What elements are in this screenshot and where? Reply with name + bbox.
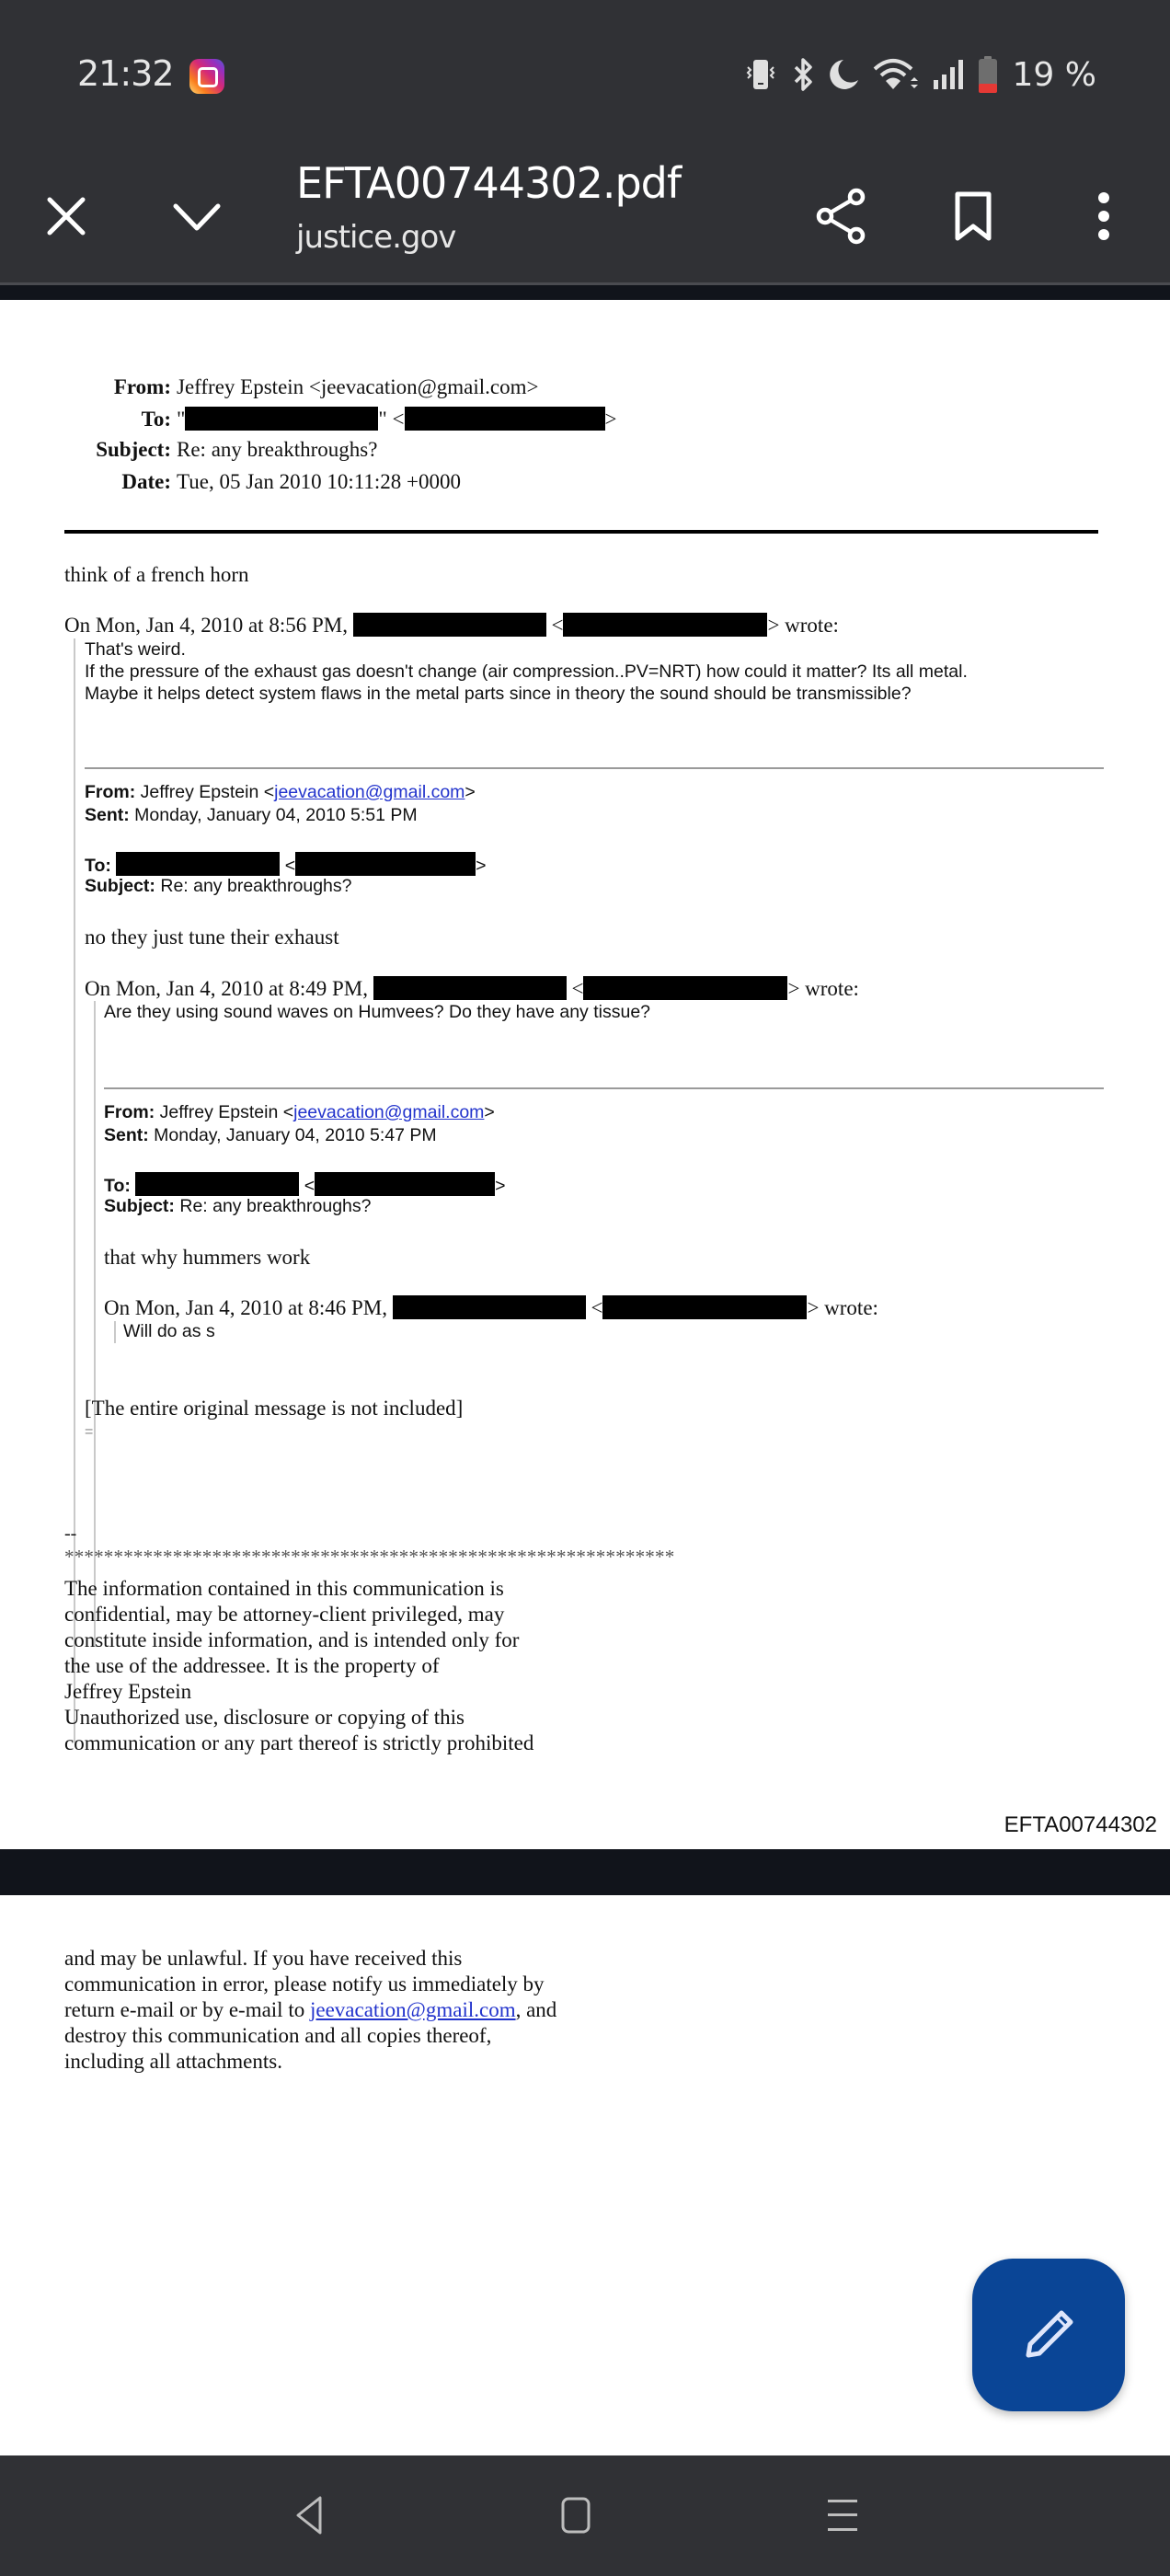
redaction-block <box>185 407 378 431</box>
quote-intro-3: On Mon, Jan 4, 2010 at 8:46 PM, < > wrote: <box>104 1296 878 1319</box>
home-square-icon <box>557 2494 594 2536</box>
forward1-to: To: < > <box>85 852 487 877</box>
not-included-note: [The entire original message is not included] <box>85 1397 464 1420</box>
signal-icon <box>932 56 965 93</box>
redaction-block <box>315 1172 495 1196</box>
disclaimer-line: including all attachments. <box>64 2050 282 2073</box>
page-gap <box>0 285 1170 300</box>
redaction-block <box>135 1172 299 1196</box>
chevron-down-icon <box>172 201 222 232</box>
redaction-block <box>353 613 546 637</box>
back-triangle-icon <box>291 2494 327 2536</box>
status-time: 21:32 <box>77 53 174 94</box>
recents-lines-icon <box>824 2494 861 2536</box>
close-icon <box>46 196 86 236</box>
page-gap <box>0 1849 1170 1895</box>
wifi-icon <box>873 56 919 93</box>
status-bar <box>0 0 1170 147</box>
page-number: EFTA00744302 <box>1004 1812 1157 1837</box>
disclaimer-line: and may be unlawful. If you have received this <box>64 1947 463 1970</box>
quote-line: If the pressure of the exhaust gas doesn't change (air compression..PV=NRT) how could it matter? Its all metal. <box>85 661 968 682</box>
app-bar <box>0 147 1170 285</box>
forward1-from: From: Jeffrey Epstein <jeevacation@gmail.com> <box>85 782 476 802</box>
nav-recents-button[interactable] <box>797 2483 889 2547</box>
quote-bar-3 <box>114 1321 116 1343</box>
email-link[interactable]: jeevacation@gmail.com <box>309 1998 516 2021</box>
forward1-subject: Subject: Re: any breakthroughs? <box>85 876 352 896</box>
forward1-body: no they just tune their exhaust <box>85 926 339 949</box>
header-divider <box>64 530 1098 534</box>
disclaimer-line: destroy this communication and all copies thereof, <box>64 2024 492 2047</box>
forward2-body: that why hummers work <box>104 1246 311 1269</box>
instagram-icon <box>189 59 224 94</box>
disclaimer-line: communication or any part thereof is strictly prohibited <box>64 1731 534 1754</box>
redaction-block <box>393 1295 586 1319</box>
more-vertical-icon <box>1096 191 1111 241</box>
collapse-button[interactable] <box>158 184 235 248</box>
bookmark-icon <box>953 190 993 243</box>
redaction-block <box>295 852 476 876</box>
quote-line: Maybe it helps detect system flaws in the metal parts since in theory the sound should be transmissible? <box>85 684 912 704</box>
disclaimer-line: Unauthorized use, disclosure or copying of this <box>64 1706 465 1729</box>
bluetooth-icon <box>792 56 814 93</box>
email-link[interactable]: jeevacation@gmail.com <box>293 1102 485 1122</box>
disclaimer-line: return e-mail or by e-mail to jeevacation@gmail.com, and <box>64 1998 557 2021</box>
disclaimer-line: communication in error, please notify us immediately by <box>64 1972 545 1995</box>
header-from: From: Jeffrey Epstein <jeevacation@gmail.com> <box>113 375 539 398</box>
quote-intro-2: On Mon, Jan 4, 2010 at 8:49 PM, < > wrote: <box>85 977 859 1000</box>
disclaimer-line: constitute inside information, and is intended only for <box>64 1628 520 1651</box>
forward1-sent: Sent: Monday, January 04, 2010 5:51 PM <box>85 805 418 825</box>
redaction-block <box>405 407 605 431</box>
document-title: EFTA00744302.pdf <box>296 158 682 208</box>
quote-intro-1: On Mon, Jan 4, 2010 at 8:56 PM, < > wrote: <box>64 614 839 637</box>
nav-back-button[interactable] <box>263 2483 355 2547</box>
nav-home-button[interactable] <box>530 2483 622 2547</box>
edit-fab-button[interactable] <box>972 2259 1125 2411</box>
redaction-block <box>373 976 567 1000</box>
email-link[interactable]: jeevacation@gmail.com <box>274 782 465 802</box>
asterisk-separator: ************************************************************** <box>64 1546 675 1568</box>
header-subject: Subject: Re: any breakthroughs? <box>96 438 378 461</box>
share-icon <box>814 188 869 245</box>
redaction-block <box>602 1295 807 1319</box>
forward-divider <box>85 767 1104 769</box>
close-button[interactable] <box>28 184 105 248</box>
battery-icon <box>978 55 998 94</box>
forward2-sent: Sent: Monday, January 04, 2010 5:47 PM <box>104 1125 437 1145</box>
forward2-to: To: < > <box>104 1172 506 1197</box>
redaction-block <box>116 852 280 876</box>
reply-body: think of a french horn <box>64 563 249 586</box>
more-options-button[interactable] <box>1067 175 1141 258</box>
redaction-block <box>583 976 787 1000</box>
equals-mark: = <box>85 1424 94 1440</box>
system-status-icons <box>742 52 1096 98</box>
disclaimer-line: confidential, may be attorney-client privileged, may <box>64 1603 505 1626</box>
signature-dash: -- <box>64 1524 77 1544</box>
disclaimer-line: The information contained in this communication is <box>64 1577 504 1600</box>
share-button[interactable] <box>802 175 881 258</box>
quote-line: Are they using sound waves on Humvees? Do they have any tissue? <box>104 1002 651 1022</box>
disclaimer-line: the use of the addressee. It is the property of <box>64 1654 440 1677</box>
redaction-block <box>563 613 767 637</box>
battery-percent: 19 % <box>1012 55 1096 94</box>
pdf-page-1 <box>0 300 1170 1849</box>
bookmark-button[interactable] <box>935 175 1012 258</box>
forward-divider <box>104 1087 1104 1089</box>
document-source: justice.gov <box>296 219 456 256</box>
forward2-subject: Subject: Re: any breakthroughs? <box>104 1196 372 1216</box>
quote-line: Will do as s <box>123 1321 215 1341</box>
header-date: Date: Tue, 05 Jan 2010 10:11:28 +0000 <box>121 470 462 493</box>
quote-line: That's weird. <box>85 639 186 660</box>
disclaimer-line: Jeffrey Epstein <box>64 1680 192 1703</box>
do-not-disturb-moon-icon <box>827 56 860 93</box>
vibrate-icon <box>742 56 779 93</box>
forward2-from: From: Jeffrey Epstein <jeevacation@gmail.com> <box>104 1102 495 1122</box>
system-navigation-bar <box>0 2455 1170 2576</box>
header-to: To: " " < > <box>141 408 617 431</box>
pencil-icon <box>1021 2307 1076 2363</box>
